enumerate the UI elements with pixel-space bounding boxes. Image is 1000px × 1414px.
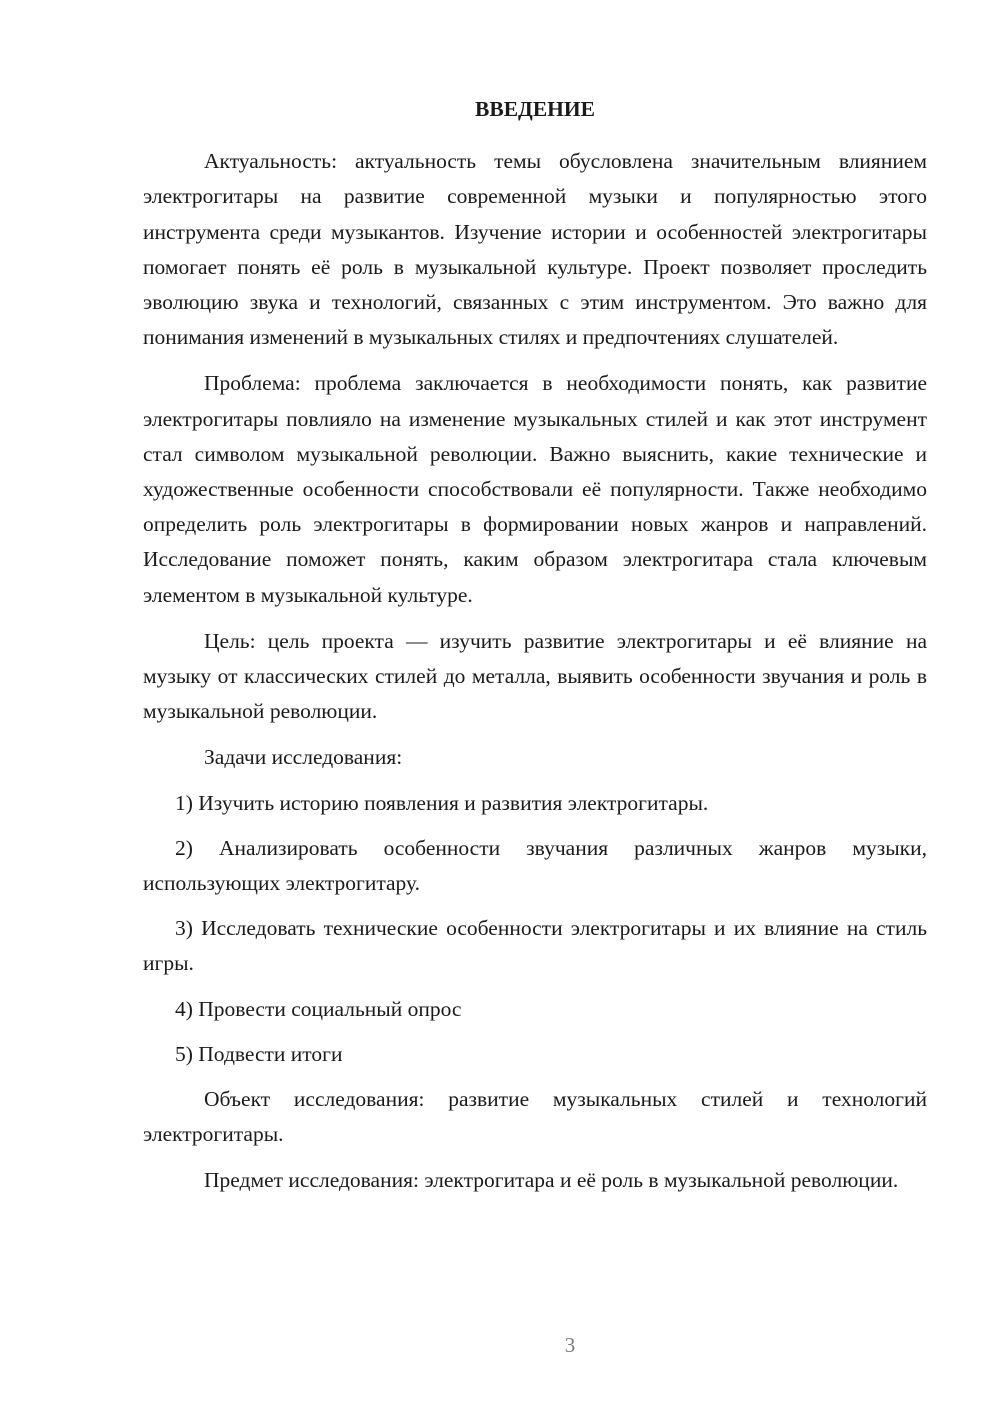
document-body [143,92,927,1199]
task-item-1: 1) Изучить историю появления и развития электрогитары. [175,790,709,815]
page-title: ВВЕДЕНИЕ [475,97,595,121]
paragraph-problem: Проблема: проблема заключается в необходимости понять, как развитие электрогитары повлияло на изменение музыкальных стилей и как этот инструмент стал символом музыкальной революции. Важно выяснить, какие технические и художественные особенности способствовали её популярности. Также необходимо определить роль электрогитары в формировании новых жанров и направлений. Исследование поможет понять, каким образом электрогитара стала ключевым элементом в музыкальной культуре. [143,371,927,607]
page-number: 3 [564,1333,576,1357]
paragraph-subject: Предмет исследования: электрогитара и её роль в музыкальной революции. [204,1168,899,1193]
task-item-2: 2) Анализировать особенности звучания различных жанров музыки, использующих электрогитару. [143,835,927,896]
paragraph-object: Объект исследования: развитие музыкальных стилей и технологий электрогитары. [143,1087,927,1147]
task-item-5: 5) Подвести итоги [175,1041,343,1066]
task-item-4: 4) Провести социальный опрос [175,996,462,1021]
tasks-heading: Задачи исследования: [204,745,403,770]
task-item-3: 3) Исследовать технические особенности электрогитары и их влияние на стиль игры. [143,916,927,976]
paragraph-goal: Цель: цель проекта — изучить развитие электрогитары и её влияние на музыку от классических стилей до металла, выявить особенности звучания и роль в музыкальной революции. [143,628,927,724]
paragraph-relevance: Актуальность: актуальность темы обусловлена значительным влиянием электрогитары на развитие современной музыки и популярностью этого инструмента среди музыкантов. Изучение истории и особенностей электрогитары помогает понять её роль в музыкальной культуре. Проект позволяет проследить эволюцию звука и технологий, связанных с этим инструментом. Это важно для понимания изменений в музыкальных стилях и предпочтениях слушателей. [143,149,927,350]
